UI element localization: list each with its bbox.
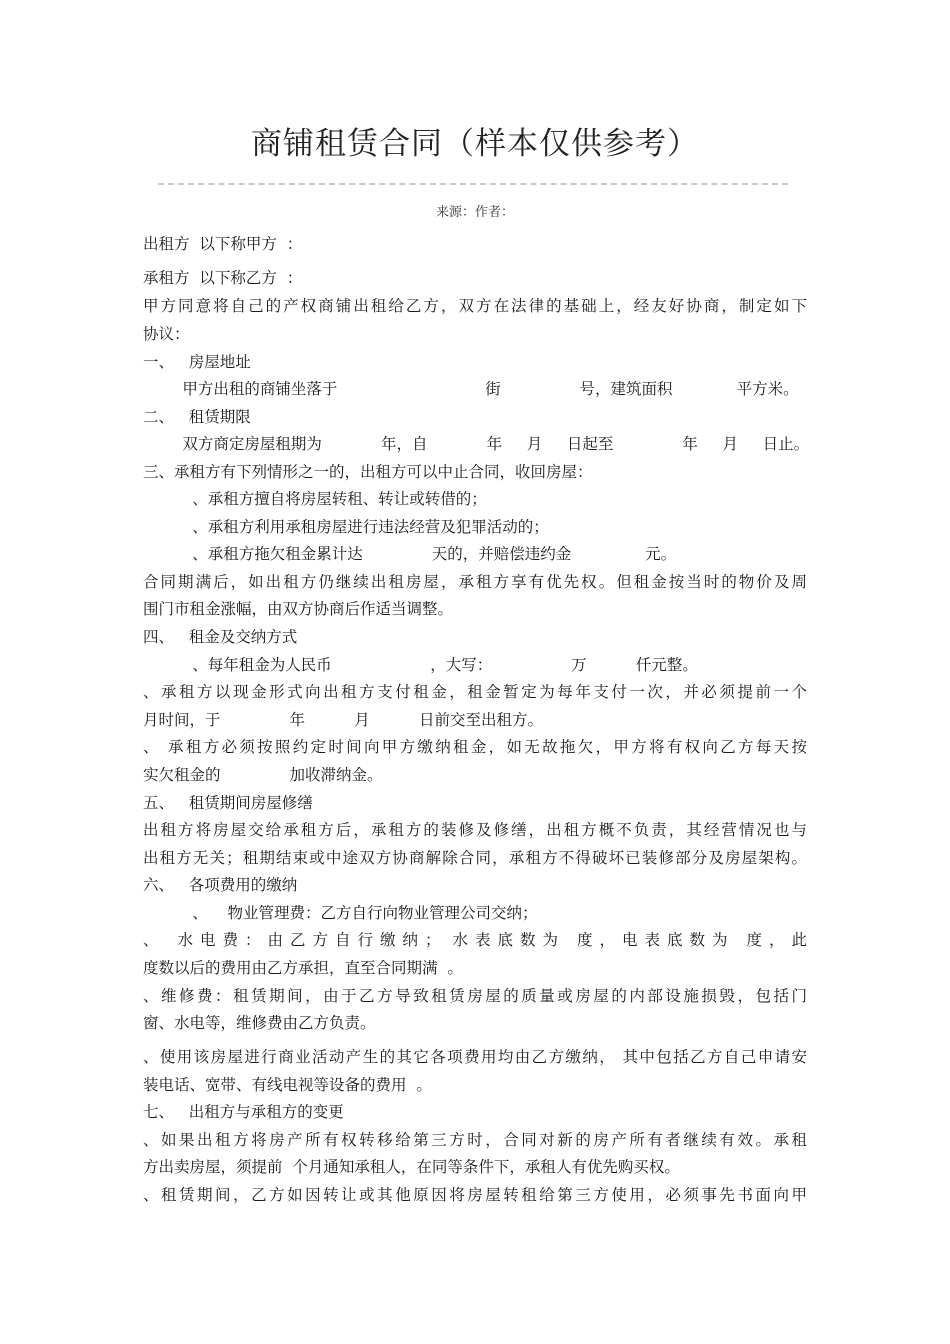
section-3-item-1: 、承租方擅自将房屋转租、转让或转借的；: [143, 490, 487, 508]
section-6-item-2-line-2: 度数以后的费用由乙方承担，直至合同期满 。: [143, 959, 463, 977]
source-author-line: 来源：作者：: [435, 205, 514, 220]
renewal-paragraph-line-1: 合同期满后，如出租方仍继续出租房屋，承租方享有优先权。但租金按当时的物价及周: [143, 573, 807, 591]
section-5-paragraph-line-1: 出租方将房屋交给承租方后，承租方的装修及修缮，出租方概不负责，其经营情况也与: [143, 821, 807, 839]
section-4-item-2-line-2: 月时间，于 年 月 日前交至出租方。: [143, 711, 544, 729]
section-7-item-2-line-1: 、租赁期间，乙方如因转让或其他原因将房屋转租给第三方使用，必须事先书面向甲: [143, 1186, 807, 1204]
section-6-heading: 六、 各项费用的缴纳: [143, 876, 298, 894]
section-1-heading: 一、 房屋地址: [143, 353, 251, 371]
section-5-paragraph-line-2: 出租方无关；租期结束或中途双方协商解除合同，承租方不得破坏已装修部分及房屋架构。: [143, 849, 807, 867]
section-6-item-4-line-2: 装电话、宽带、有线电视等设备的费用 。: [143, 1076, 432, 1094]
section-6-item-2-line-1: 、 水电费：由乙方自行缴纳； 水表底数为 度，电表底数为 度，此: [143, 931, 807, 949]
section-1-address: 甲方出租的商铺坐落于 街 号，建筑面积 平方米。: [143, 380, 799, 398]
section-6-item-3-line-2: 窗、水电等，维修费由乙方负责。: [143, 1014, 376, 1032]
section-3-item-3: 、承租方拖欠租金累计达 天的，并赔偿违约金 元。: [143, 545, 677, 563]
section-3-heading: 三、承租方有下列情形之一的，出租方可以中止合同，收回房屋：: [143, 463, 593, 481]
section-6-item-3-line-1: 、维修费：租赁期间，由于乙方导致租赁房屋的质量或房屋的内部设施损毁，包括门: [143, 987, 807, 1005]
lessee-line: 承租方 以下称乙方 ：: [143, 269, 303, 287]
section-5-heading: 五、 租赁期间房屋修缮: [143, 794, 313, 812]
section-7-item-1-line-2: 方出卖房屋，须提前 个月通知承租人，在同等条件下，承租人有优先购买权。: [143, 1158, 680, 1176]
intro-paragraph-line-2: 协议：: [143, 325, 190, 343]
section-4-item-2-line-1: 、承租方以现金形式向出租方支付租金，租金暂定为每年支付一次，并必须提前一个: [143, 683, 807, 701]
section-7-item-1-line-1: 、如果出租方将房产所有权转移给第三方时，合同对新的房产所有者继续有效。承租: [143, 1131, 807, 1149]
section-2-heading: 二、 租赁期限: [143, 408, 251, 426]
lessor-line: 出租方 以下称甲方 ：: [143, 235, 303, 253]
section-4-heading: 四、 租金及交纳方式: [143, 628, 298, 646]
renewal-paragraph-line-2: 围门市租金涨幅，由双方协商后作适当调整。: [143, 600, 454, 618]
section-4-item-3-line-2: 实欠租金的 加收滞纳金。: [143, 766, 383, 784]
intro-paragraph-line-1: 甲方同意将自己的产权商铺出租给乙方，双方在法律的基础上，经友好协商，制定如下: [143, 297, 807, 315]
section-3-item-2: 、承租方利用承租房屋进行违法经营及犯罪活动的；: [143, 518, 549, 536]
section-4-item-3-line-1: 、 承租方必须按照约定时间向甲方缴纳租金，如无故拖欠，甲方将有权向乙方每天按: [143, 738, 807, 756]
section-4-item-1: 、每年租金为人民币 ，大写： 万 仟元整。: [143, 656, 698, 674]
section-7-heading: 七、 出租方与承租方的变更: [143, 1103, 344, 1121]
section-2-term: 双方商定房屋租期为 年，自 年 月 日起至 年 月 日止。: [143, 435, 810, 453]
document-title: 商铺租赁合同（样本仅供参考）: [251, 126, 699, 162]
title-divider: [158, 183, 788, 185]
section-6-item-1: 、 物业管理费：乙方自行向物业管理公司交纳；: [143, 904, 538, 922]
section-6-item-4-line-1: 、使用该房屋进行商业活动产生的其它各项费用均由乙方缴纳， 其中包括乙方自己申请安: [143, 1048, 807, 1066]
